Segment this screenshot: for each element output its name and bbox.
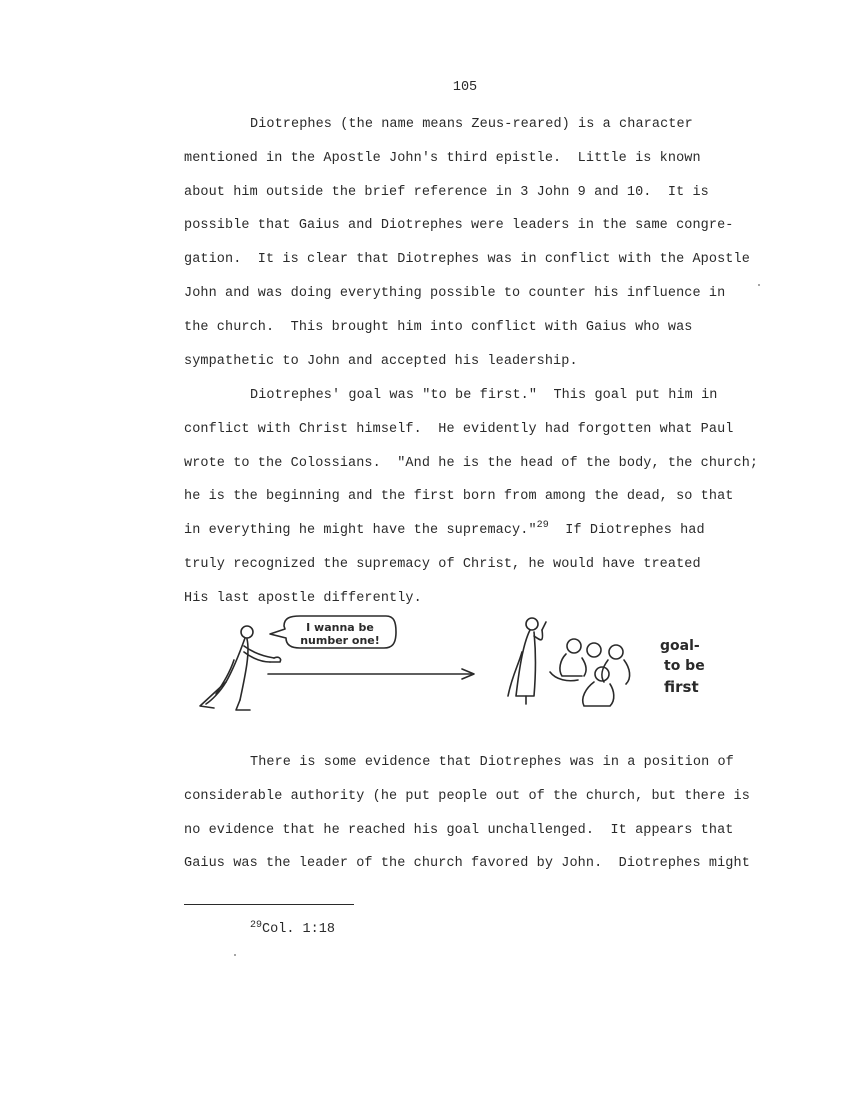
goal-text-2: to be xyxy=(664,658,705,674)
text-line: gation. It is clear that Diotrephes was in conflict with the Apostle xyxy=(184,252,750,268)
pushing-figure xyxy=(200,626,281,710)
text-line: considerable authority (he put people out of the church, but there is xyxy=(184,788,750,804)
goal-text-3: first xyxy=(664,678,699,696)
text-line-with-footnote xyxy=(184,514,784,548)
scan-speck xyxy=(758,284,760,286)
paragraph-3 xyxy=(184,746,784,881)
goal-text-1: goal- xyxy=(660,638,700,654)
footnote-divider xyxy=(184,904,354,905)
text-segment: If Diotrephes had xyxy=(548,523,705,539)
text-line: John and was doing everything possible to counter his influence in xyxy=(184,285,726,301)
speech-bubble-text-2: number one! xyxy=(300,634,380,647)
page-number: 105 xyxy=(452,80,478,95)
seated-group xyxy=(550,639,630,706)
text-line: possible that Gaius and Diotrephes were leaders in the same congre- xyxy=(184,218,734,234)
paragraph-2 xyxy=(184,379,784,616)
text-line: he is the beginning and the first born from among the dead, so that xyxy=(184,489,734,505)
footnote xyxy=(250,920,335,940)
text-segment: in everything he might have the supremacy." xyxy=(184,523,537,539)
text-line: His last apostle differently. xyxy=(184,590,422,606)
illustration xyxy=(190,612,730,722)
speech-bubble-text-1: I wanna be xyxy=(306,621,374,634)
text-line: There is some evidence that Diotrephes was in a position of xyxy=(250,755,734,770)
text-line: truly recognized the supremacy of Christ, he would have treated xyxy=(184,556,701,572)
footnote-text: Col. 1:18 xyxy=(262,922,335,937)
scan-speck xyxy=(234,954,236,956)
text-line: the church. This brought him into conflict with Gaius who was xyxy=(184,319,693,335)
arrow xyxy=(268,669,474,679)
text-line: about him outside the brief reference in 3 John 9 and 10. It is xyxy=(184,184,709,200)
text-line: Diotrephes' goal was "to be first." This goal put him in xyxy=(250,388,718,403)
text-line: conflict with Christ himself. He evidently had forgotten what Paul xyxy=(184,421,734,437)
text-line: sympathetic to John and accepted his leadership. xyxy=(184,353,578,369)
footnote-reference[interactable]: 29 xyxy=(536,520,549,532)
footnote-marker: 29 xyxy=(250,920,263,931)
text-line: Diotrephes (the name means Zeus-reared) is a character xyxy=(250,117,693,132)
text-line: Gaius was the leader of the church favored by John. Diotrephes might xyxy=(184,856,750,872)
text-line: wrote to the Colossians. "And he is the head of the body, the church; xyxy=(184,455,759,471)
text-line: no evidence that he reached his goal unchallenged. It appears that xyxy=(184,822,734,838)
text-line: mentioned in the Apostle John's third epistle. Little is known xyxy=(184,150,701,166)
standing-figure xyxy=(508,618,546,704)
paragraph-1 xyxy=(184,108,784,378)
